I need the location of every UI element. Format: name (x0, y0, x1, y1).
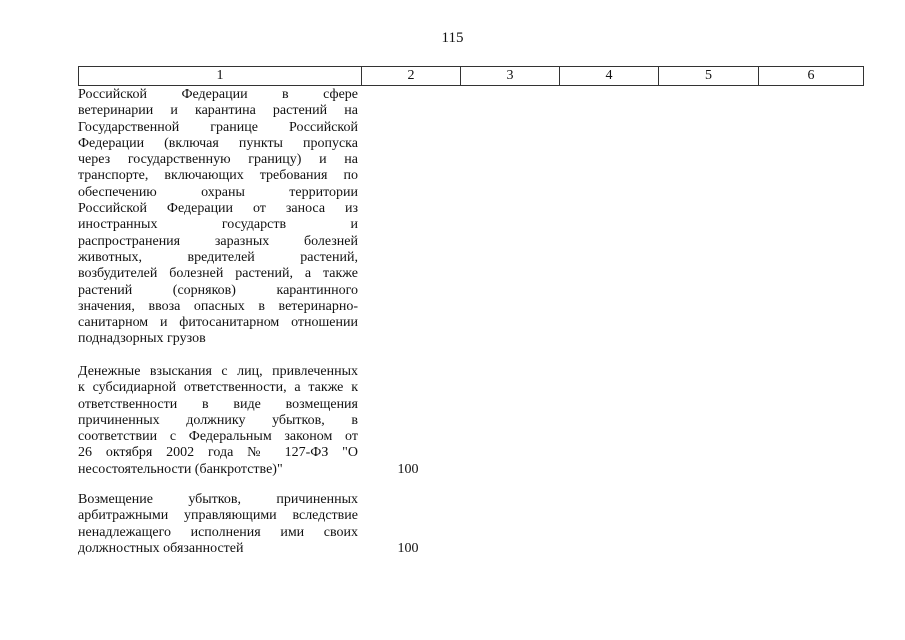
text-line: должностных обязанностей (78, 540, 244, 556)
text-line: распространения заразных болезней (78, 233, 358, 249)
text-line: ненадлежащего исполнения ими своих (78, 524, 358, 540)
text-line: транспорте, включающих требования по (78, 168, 358, 184)
text-line: несостоятельности (банкротстве)" (78, 461, 283, 477)
text-line: обеспечению охраны территории (78, 184, 358, 200)
text-line: ответственности в виде возмещения (78, 396, 358, 412)
header-col-4: 4 (559, 67, 658, 85)
header-col-1: 1 (216, 68, 224, 83)
text-line: возбудителей болезней растений, а также (78, 266, 358, 282)
row-value-col2: 100 (397, 461, 419, 477)
text-line: растений (сорняков) карантинного (78, 282, 358, 298)
text-line: иностранных государств и (78, 217, 358, 233)
row-description (78, 492, 358, 557)
page-number: 115 (441, 30, 464, 46)
header-col-2: 2 (361, 67, 460, 85)
text-line: поднадзорных грузов (78, 331, 206, 347)
text-line: Денежные взыскания с лиц, привлеченных (78, 364, 358, 379)
text-line: санитарном и фитосанитарном отношении (78, 315, 358, 331)
table-header-row (78, 66, 864, 86)
header-col-3: 3 (460, 67, 559, 85)
text-line: арбитражными управляющими вследствие (78, 508, 358, 524)
header-col-5: 5 (658, 67, 758, 85)
row-description (78, 364, 358, 478)
text-line: через государственную границу) и на (78, 152, 358, 168)
text-line: Государственной границе Российской (78, 119, 358, 135)
text-line: животных, вредителей растений, (78, 249, 358, 265)
text-line: Федерации (включая пункты пропуска (78, 135, 358, 151)
text-line: причиненных должнику убытков, в (78, 412, 358, 428)
text-line: ветеринарии и карантина растений на (78, 103, 358, 119)
text-line: соответствии с Федеральным законом от (78, 429, 358, 445)
row-value-col2: 100 (397, 540, 419, 556)
text-line: значения, ввоза опасных в ветеринарно- (78, 298, 358, 314)
text-line: Российской Федерации в сфере (78, 87, 358, 102)
row-description (78, 87, 358, 348)
text-line: Возмещение убытков, причиненных (78, 492, 358, 507)
text-line: к субсидиарной ответственности, а также к (78, 380, 358, 396)
text-line: 26 октября 2002 года № 127-ФЗ "О (78, 445, 358, 461)
text-line: Российской Федерации от заноса из (78, 201, 358, 217)
header-col-6: 6 (758, 67, 863, 85)
